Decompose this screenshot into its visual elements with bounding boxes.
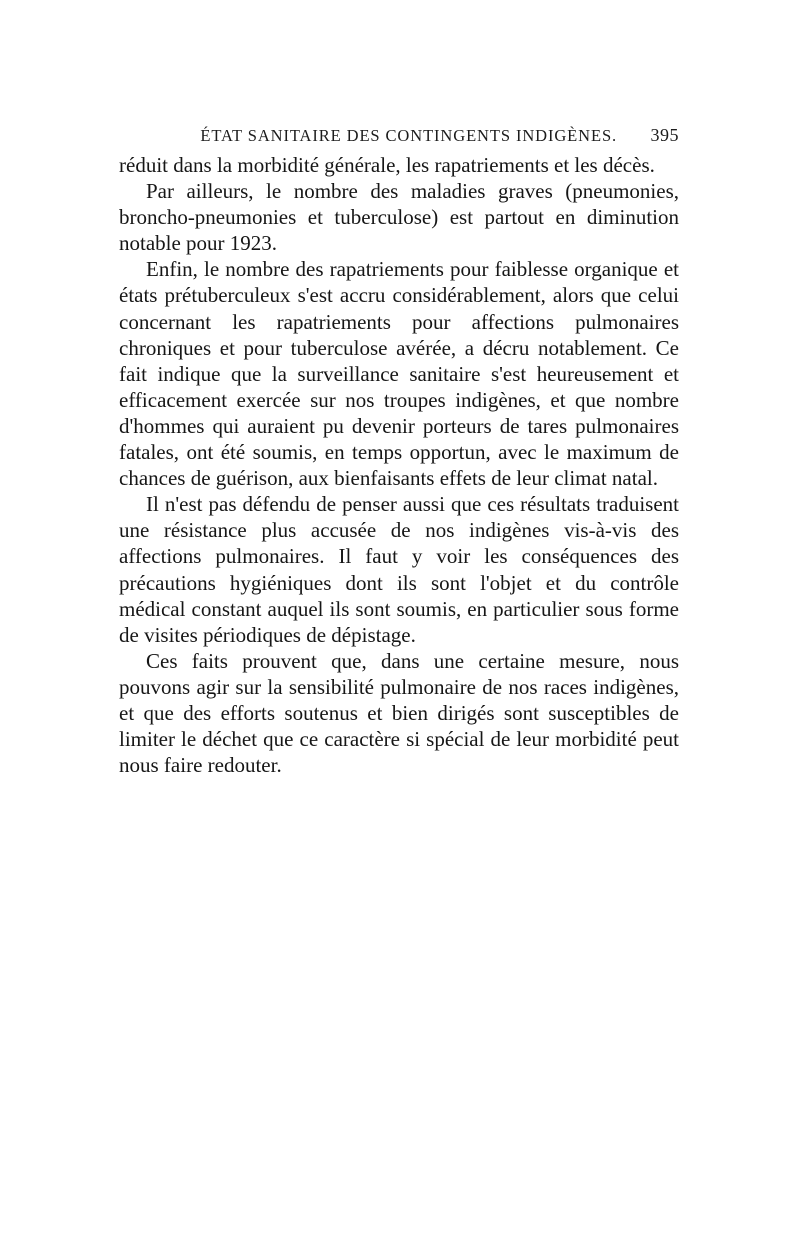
body-text: [119, 152, 679, 778]
running-title: ÉTAT SANITAIRE DES CONTINGENTS INDIGÈNES.: [200, 126, 618, 145]
paragraph: Enfin, le nombre des rapatriements pour faiblesse organique et états prétuberculeux s'est accru considérablement, alors que celui concernant les rapatriements pour affections pulmonaires chroniques et pour tuberculose avérée, a décru notablement. Ce fait indique que la surveillance sanitaire s'est heureusement et efficacement exercée sur nos troupes indigènes, et que nombre d'hommes qui auraient pu devenir porteurs de tares pulmonaires fatales, ont été soumis, en temps opportun, avec le maximum de chances de guérison, aux bienfaisants effets de leur climat natal.: [119, 257, 679, 491]
paragraph: Il n'est pas défendu de penser aussi que ces résultats traduisent une résistance plus accusée de nos indigènes vis-à-vis des affections pulmonaires. Il faut y voir les conséquences des précautions hygiéniques dont ils sont l'objet et du contrôle médical constant auquel ils sont soumis, en particulier sous forme de visites périodiques de dépistage.: [119, 492, 679, 647]
page-number: 395: [650, 125, 679, 145]
paragraph: Par ailleurs, le nombre des maladies graves (pneumonies, broncho-pneumonies et tuberculose) est partout en diminution notable pour 1923.: [119, 179, 679, 256]
paragraph: Ces faits prouvent que, dans une certaine mesure, nous pouvons agir sur la sensibilité pulmonaire de nos races indigènes, et que des efforts soutenus et bien dirigés sont susceptibles de limiter le déchet que ce caractère si spécial de leur morbidité peut nous faire redouter.: [119, 648, 679, 778]
paragraph-continued: réduit dans la morbidité générale, les rapatriements et les décès.: [119, 153, 655, 177]
book-page: [119, 118, 679, 778]
running-head: [119, 118, 679, 152]
